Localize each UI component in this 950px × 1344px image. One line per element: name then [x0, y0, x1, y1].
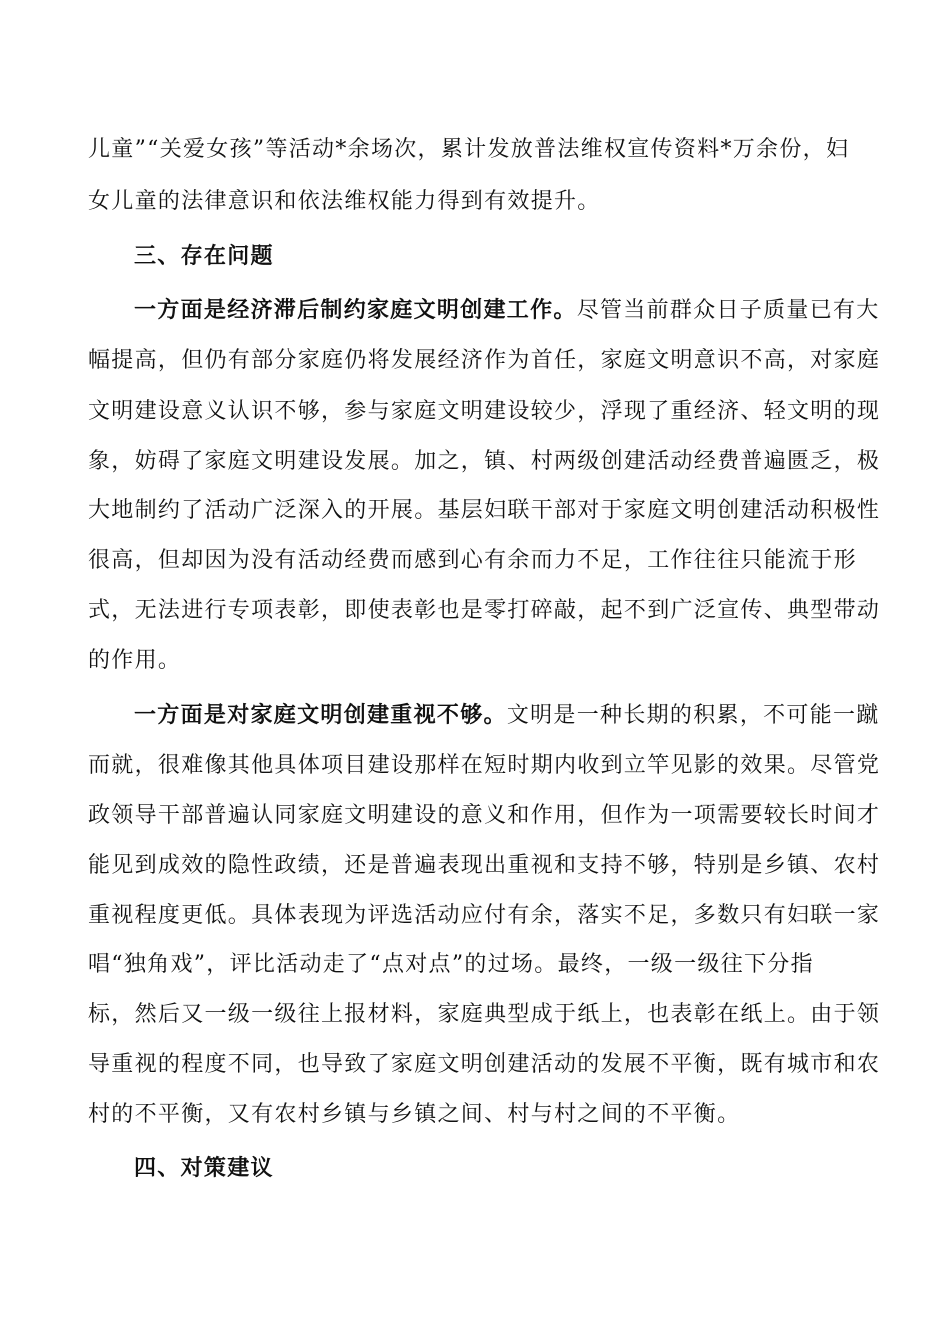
paragraph-line: 导重视的程度不同，也导致了家庭文明创建活动的发展不平衡，既有城市和农 [88, 1052, 881, 1077]
paragraph-line: 重视程度更低。具体表现为评选活动应付有余，落实不足，多数只有妇联一家 [88, 903, 881, 928]
paragraph-line: 村的不平衡，又有农村乡镇与乡镇之间、村与村之间的不平衡。 [88, 1102, 741, 1127]
paragraph-line: 而就，很难像其他具体项目建设那样在短时期内收到立竿见影的效果。尽管党 [88, 753, 881, 778]
paragraph-line: 标，然后又一级一级往上报材料，家庭典型成于纸上，也表彰在纸上。由于领 [88, 1002, 881, 1027]
paragraph-first-line [134, 295, 880, 326]
paragraph-line: 政领导干部普遍认同家庭文明建设的意义和作用，但作为一项需要较长时间才 [88, 803, 881, 828]
section-heading: 四、对策建议 [134, 1155, 274, 1181]
paragraph-line: 文明建设意义认识不够，参与家庭文明建设较少，浮现了重经济、轻文明的现 [88, 399, 881, 424]
paragraph-text: 尽管当前群众日子质量已有大 [576, 298, 880, 323]
paragraph-lead: 一方面是经济滞后制约家庭文明创建工作。 [134, 297, 577, 323]
paragraph-line: 象，妨碍了家庭文明建设发展。加之，镇、村两级创建活动经费普遍匮乏，极 [88, 449, 881, 474]
paragraph-line: 式，无法进行专项表彰，即使表彰也是零打碎敲，起不到广泛宣传、典型带动 [88, 598, 881, 623]
paragraph-line: 能见到成效的隐性政绩，还是普遍表现出重视和支持不够，特别是乡镇、农村 [88, 853, 881, 878]
paragraph-line: 女儿童的法律意识和依法维权能力得到有效提升。 [88, 189, 601, 214]
paragraph-line: 幅提高，但仍有部分家庭仍将发展经济作为首任，家庭文明意识不高，对家庭 [88, 348, 881, 373]
paragraph-line: 唱“独角戏”，评比活动走了“点对点”的过场。最终，一级一级往下分指 [88, 952, 814, 977]
paragraph-line: 儿童”“关爱女孩”等活动*余场次，累计发放普法维权宣传资料*万余份，妇 [88, 137, 850, 162]
paragraph-lead: 一方面是对家庭文明创建重视不够。 [134, 702, 507, 728]
paragraph-line: 的作用。 [88, 648, 182, 673]
paragraph-first-line [134, 700, 880, 731]
section-heading: 三、存在问题 [134, 243, 274, 269]
paragraph-line: 大地制约了活动广泛深入的开展。基层妇联干部对于家庭文明创建活动积极性 [88, 498, 881, 523]
paragraph-text: 文明是一种长期的积累，不可能一蹴 [506, 703, 880, 728]
paragraph-line: 很高，但却因为没有活动经费而感到心有余而力不足，工作往往只能流于形 [88, 548, 857, 573]
